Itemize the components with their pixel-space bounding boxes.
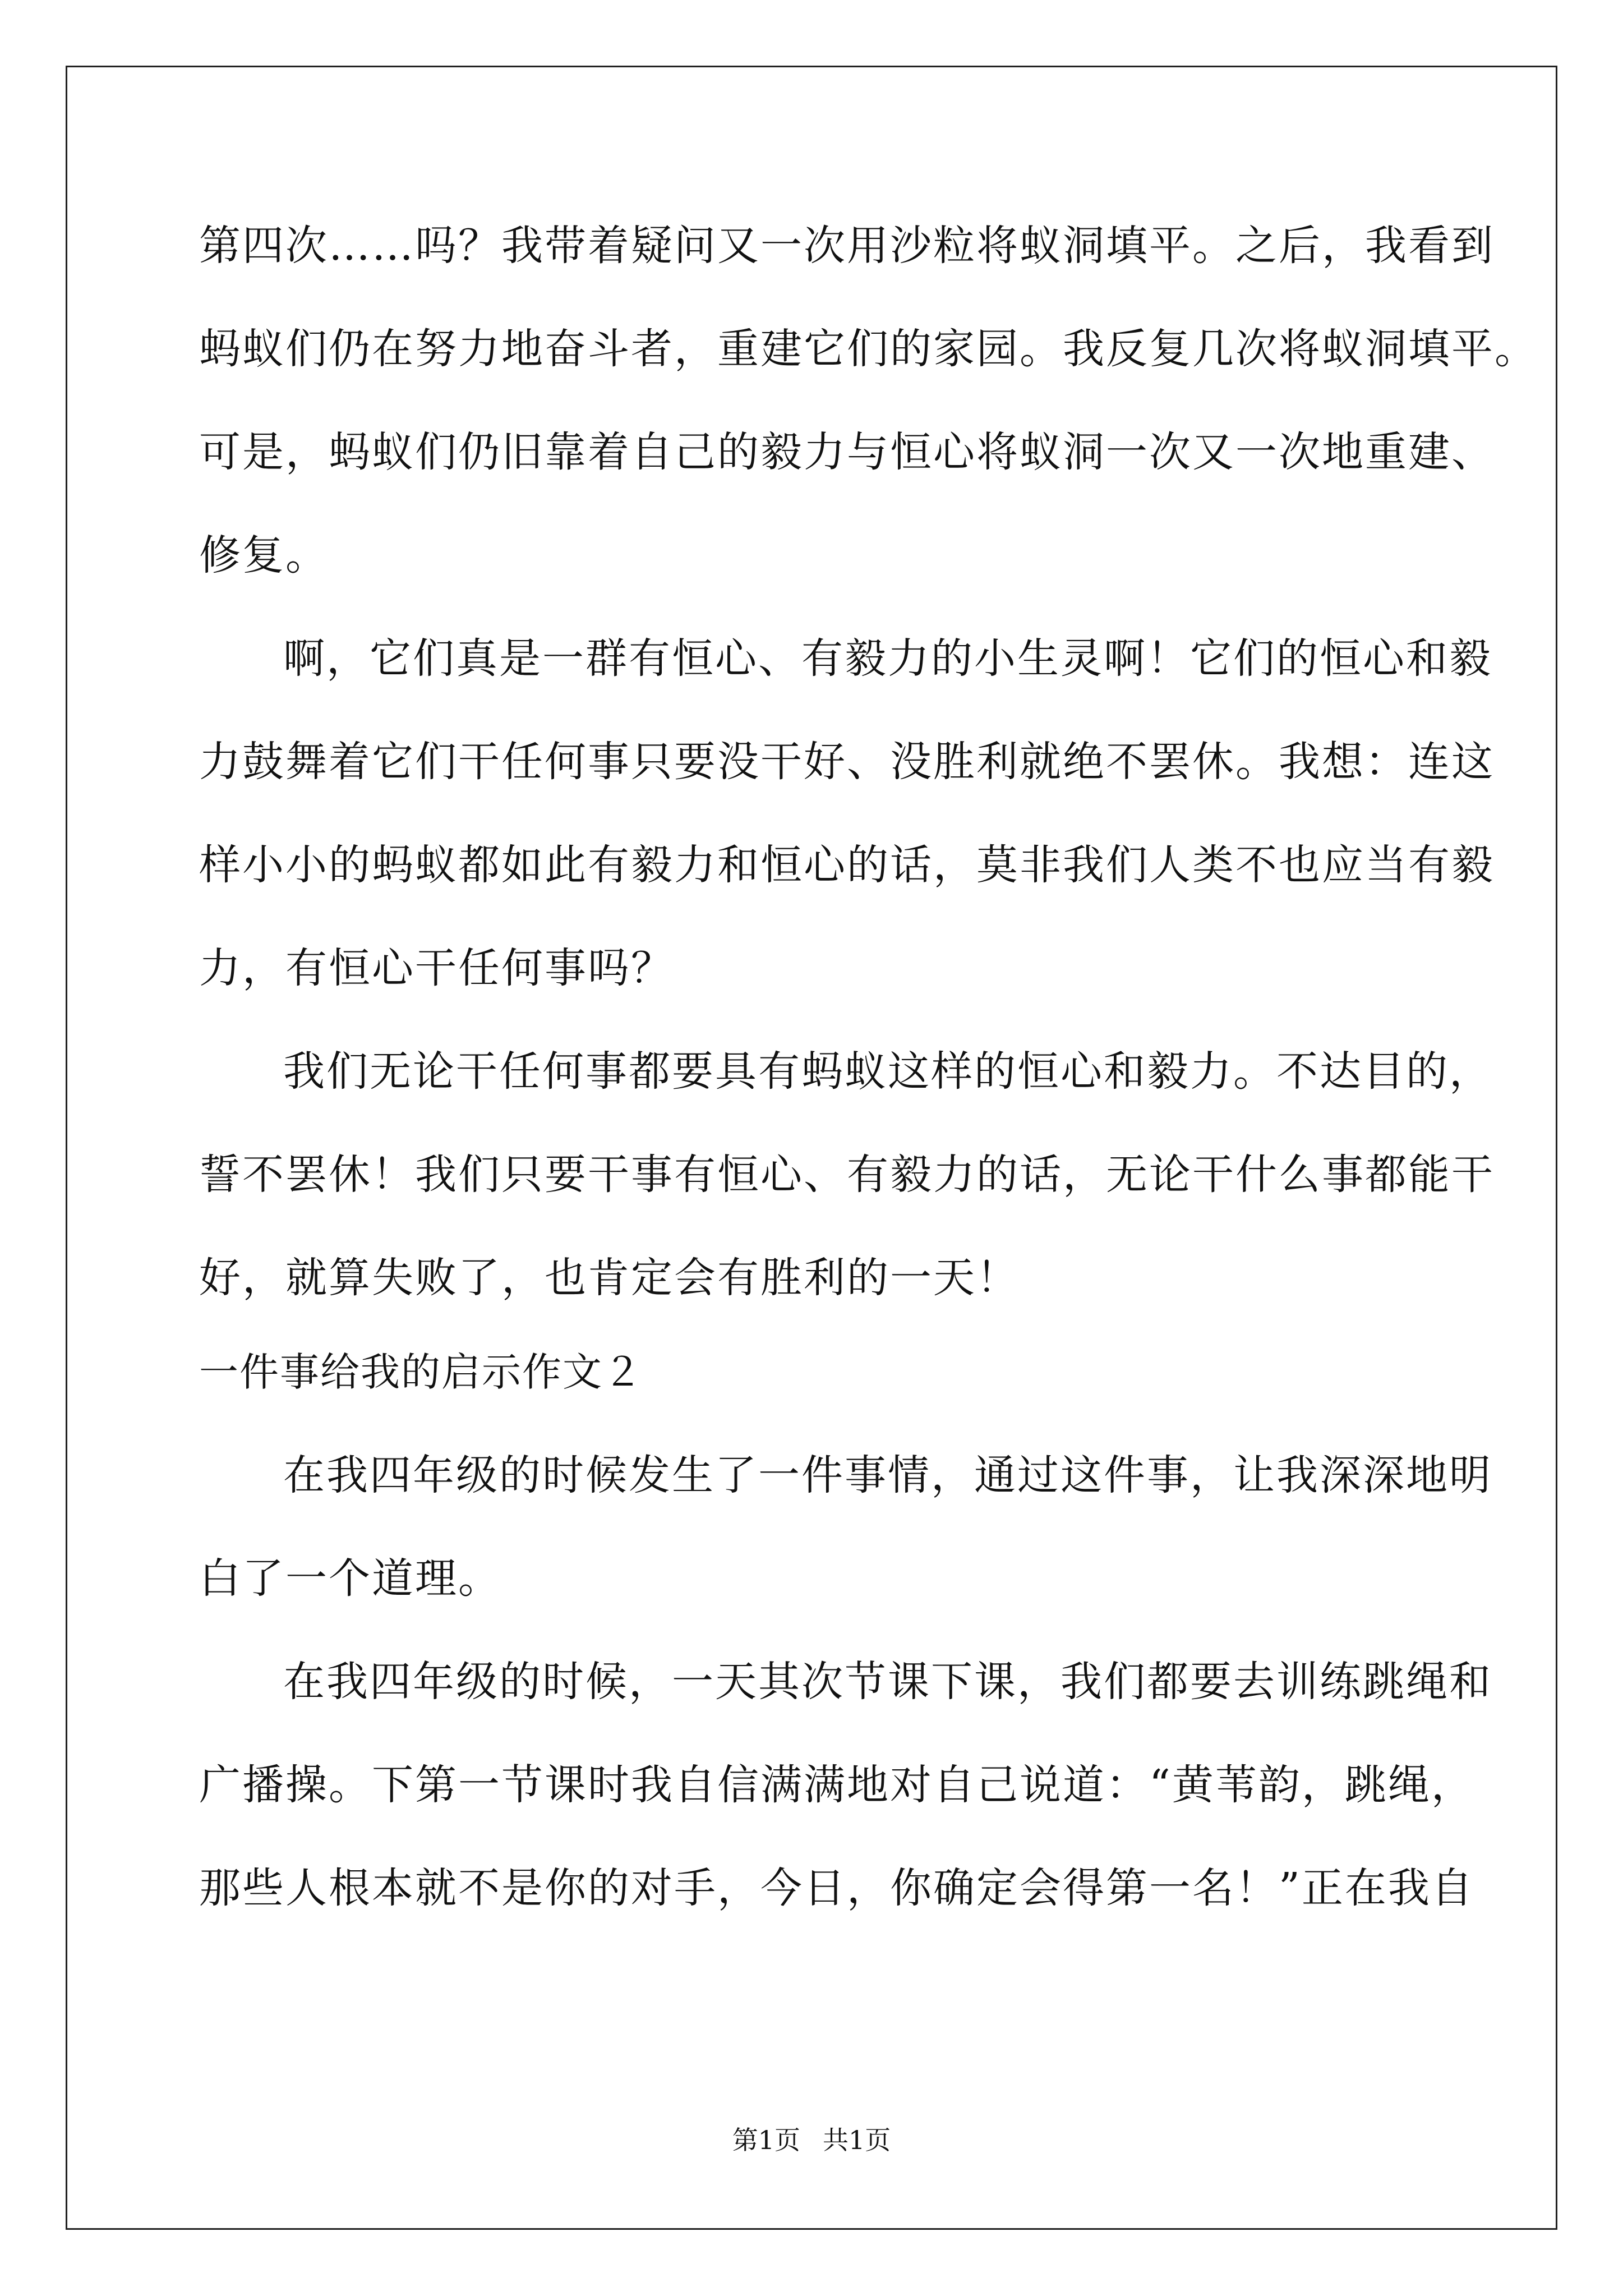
paragraph-5 (199, 1655, 1492, 1915)
paragraph-2 (199, 632, 1495, 995)
paragraph-3 (199, 1045, 1495, 1305)
section-heading: 一件事给我的启示作文２ (199, 1349, 643, 1395)
text-line: 蚂蚁们仍在努力地奋斗者，重建它们的家园。我反复几次将蚁洞填平。 (199, 325, 1538, 373)
text-line: 力，有恒心干任何事吗？ (199, 944, 674, 992)
text-line: 那些人根本就不是你的对手，今日，你确定会得第一名！”正在我自 (199, 1864, 1474, 1912)
text-line: 可是，蚂蚁们仍旧靠着自己的毅力与恒心将蚁洞一次又一次地重建、 (199, 428, 1495, 476)
text-line: 修复。 (199, 531, 329, 579)
paragraph-1 (199, 219, 1538, 582)
text-line: 啊，它们真是一群有恒心、有毅力的小生灵啊！它们的恒心和毅 (283, 634, 1492, 683)
text-line: 力鼓舞着它们干任何事只要没干好、没胜利就绝不罢休。我想：连这 (199, 738, 1495, 786)
text-line: 样小小的蚂蚁都如此有毅力和恒心的话，莫非我们人类不也应当有毅 (199, 841, 1495, 889)
text-line: 第四次……吗？我带着疑问又一次用沙粒将蚁洞填平。之后，我看到 (199, 222, 1495, 270)
text-line: 在我四年级的时候，一天其次节课下课，我们都要去训练跳绳和 (283, 1658, 1492, 1706)
page-total: 共1页 (823, 2125, 891, 2155)
text-line: 在我四年级的时候发生了一件事情，通过这件事，让我深深地明 (283, 1451, 1492, 1499)
text-line: 我们无论干任何事都要具有蚂蚁这样的恒心和毅力。不达目的， (283, 1047, 1492, 1096)
text-line: 广播操。下第一节课时我自信满满地对自己说道：“黄苇韵，跳绳， (199, 1761, 1474, 1809)
paragraph-4 (199, 1448, 1492, 1605)
page-number: 第1页 (732, 2125, 800, 2155)
text-line: 誓不罢休！我们只要干事有恒心、有毅力的话，无论干什么事都能干 (199, 1151, 1495, 1199)
page-footer (0, 2123, 1623, 2157)
text-line: 白了一个道理。 (199, 1554, 501, 1603)
text-line: 好，就算失败了，也肯定会有胜利的一天！ (199, 1254, 1020, 1302)
